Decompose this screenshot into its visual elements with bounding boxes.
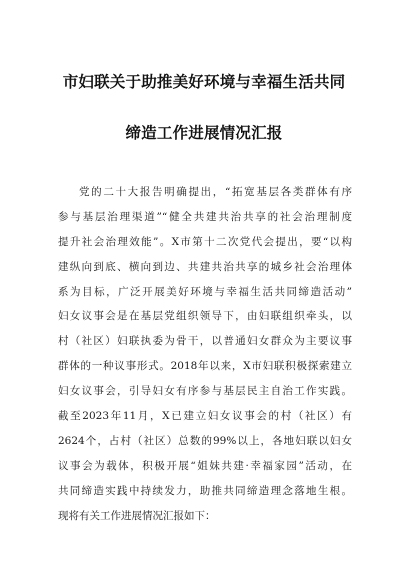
body-line: 2624个，占村（社区）总数的99%以上，各地妇联以妇女 — [58, 434, 352, 447]
body-line: 共同缔造实践中持续发力，助推共同缔造理念落地生根。 — [58, 484, 352, 497]
body-line: 截至2023年11月，X已建立妇女议事会的村（社区）有 — [58, 410, 352, 423]
body-line: 党的二十大报告明确提出，“拓宽基层各类群体有序 — [79, 186, 352, 198]
document-title-line-2: 缔造工作进展情况汇报 — [125, 124, 283, 142]
document-body — [58, 180, 352, 528]
body-line: 提升社会治理效能”。X市第十二次党代会提出，要“以构 — [58, 235, 352, 248]
body-line: 议事会为载体，积极开展“姐妹共建·幸福家园”活动，在 — [58, 459, 352, 472]
body-line: 参与基层治理渠道”“健全共建共治共享的社会治理制度 — [58, 210, 352, 223]
body-line: 村（社区）妇联执委为骨干，以普通妇女群众为主要议事 — [58, 335, 352, 348]
body-line: 妇女议事会是在基层党组织领导下，由妇联组织牵头，以 — [58, 310, 352, 323]
body-line: 系为目标，广泛开展美好环境与幸福生活共同缔造活动” — [58, 285, 352, 298]
document-title-line-1: 市妇联关于助推美好环境与幸福生活共同 — [62, 73, 346, 91]
body-line: 群体的一种议事形式。2018年以来，X市妇联积极探索建立 — [58, 360, 352, 373]
body-line: 现将有关工作进展情况汇报如下： — [58, 509, 216, 522]
body-line: 妇女议事会，引导妇女有序参与基层民主自治工作实践。 — [58, 385, 352, 398]
body-line: 建纵向到底、横向到边、共建共治共享的城乡社会治理体 — [58, 260, 352, 273]
